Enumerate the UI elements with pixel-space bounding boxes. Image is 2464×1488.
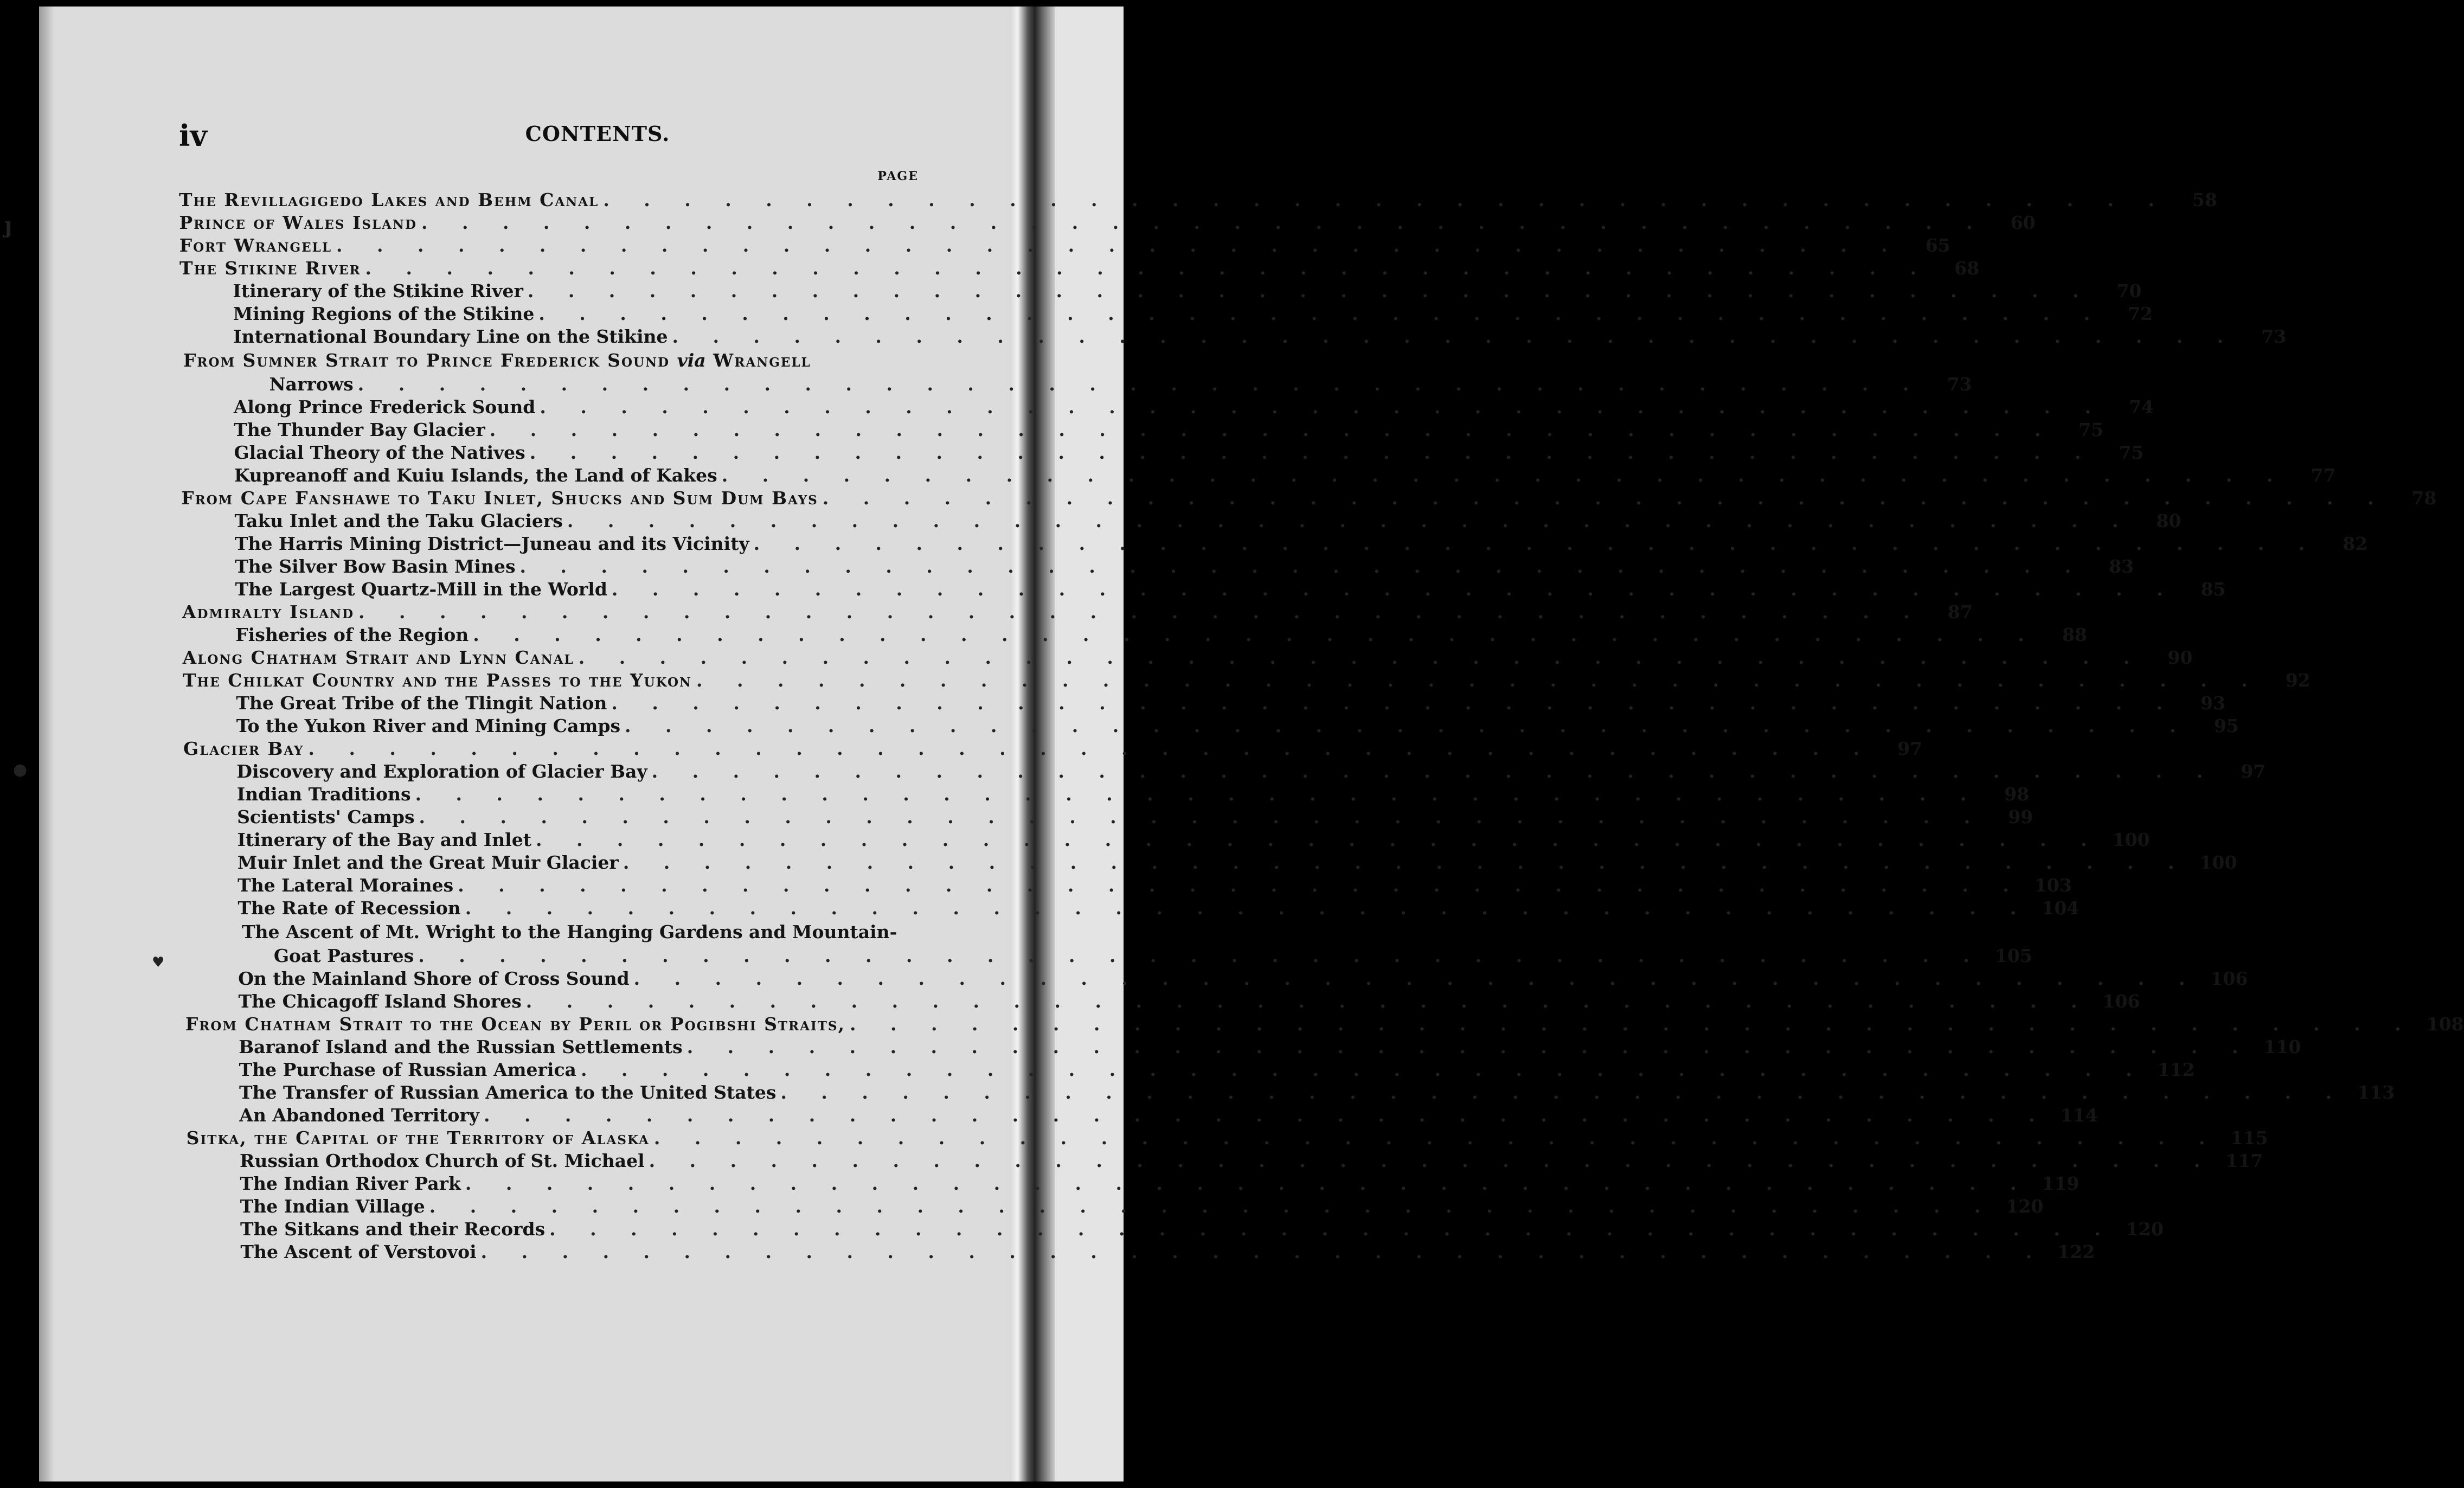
dot-leader: . . . . . . . . . . . . . . . . . . . . . . . . . . . . . . . . . . . . . . .	[465, 1173, 2031, 1194]
dot-leader: . . . . . . . . . . . . . . . . . . . . . . . . . . . . . . . . . . . . . . .	[418, 945, 1984, 966]
toc-entry-title: Discovery and Exploration of Glacier Bay	[236, 761, 647, 782]
dot-leader: . . . . . . . . . . . . . . . . . . . . . . . . . . . . . . . . . . . . . . .	[415, 784, 1981, 805]
toc-page-number: 122	[2057, 1241, 2095, 1262]
toc-entry-title: Itinerary of the Bay and Inlet	[237, 829, 531, 850]
toc-entry-title: The Lateral Moraines	[238, 875, 454, 896]
toc-section-entry	[181, 487, 2437, 510]
toc-subsection-entry	[273, 945, 2032, 967]
toc-subsection-entry	[236, 692, 2226, 715]
toc-section-entry	[186, 1127, 2268, 1150]
dot-leader: . . . . . . . . . . . . . . . . . . . . . . . . . . . . . . . . . . . . . . .	[421, 212, 1987, 233]
dot-leader: . . . . . . . . . . . . . . . . . . . . . . . . . . . . . . . . . . . . . . .	[489, 419, 2055, 440]
toc-entry-title: Prince of Wales Island	[179, 212, 417, 233]
toc-page-number: 73	[2261, 326, 2287, 347]
dot-leader: . . . . . . . . . . . . . . . . . . . . . . . . . . . . . . . . . . . . . . .	[365, 258, 1931, 279]
dot-leader: . . . . . . . . . . . . . . . . . . . . . . . . . . . . . . . . . . . . . . .	[358, 601, 1924, 623]
toc-page-number: 73	[1947, 374, 1972, 395]
toc-subsection-entry	[240, 1218, 2164, 1241]
dot-leader: . . . . . . . . . . . . . . . . . . . . . . . . . . . . . . . . . . . . . . .	[672, 326, 2238, 347]
toc-section-entry	[179, 211, 2036, 234]
toc-entry-title: Along Chatham Strait and Lynn Canal	[182, 647, 574, 668]
toc-subsection-entry	[233, 396, 2154, 419]
toc-section-entry	[179, 189, 2217, 211]
toc-page-number: 98	[2004, 784, 2030, 805]
dot-leader: . . . . . . . . . . . . . . . . . . . . . . . . . . . . . . . . . . . . . . .	[535, 829, 2101, 850]
scanned-page	[4, 7, 2464, 1481]
toc-page-number: 100	[2112, 829, 2150, 850]
toc-entry-title: The Chilkat Country and the Passes to the Yukon	[183, 670, 692, 691]
toc-subsection-entry	[238, 897, 2080, 920]
running-head: CONTENTS.	[525, 121, 670, 146]
toc-subsection-entry	[234, 464, 2336, 487]
toc-page-number: 65	[1925, 235, 1950, 256]
dot-leader: . . . . . . . . . . . . . . . . . . . . . . . . . . . . . . . . . . . . . . .	[623, 852, 2189, 873]
toc-subsection-entry	[234, 510, 2181, 533]
toc-entry-title: Narrows	[269, 374, 354, 395]
dot-leader: . . . . . . . . . . . . . . . . . . . . . . . . . . . . . . . . . . . . . . .	[519, 556, 2086, 577]
toc-page-number: 114	[2060, 1105, 2098, 1126]
page-column-label: PAGE	[877, 169, 919, 183]
dot-leader: . . . . . . . . . . . . . . . . . . . . . . . . . . . . . . . . . . . . . . .	[686, 1036, 2253, 1057]
dot-leader: . . . . . . . . . . . . . . . . . . . . . . . . . . . . . . . . . . . . . . .	[336, 235, 1902, 256]
toc-page-number: 68	[1954, 258, 1980, 279]
toc-entry-title: The Silver Bow Basin Mines	[235, 556, 516, 577]
margin-ink-mark: ȷ	[4, 213, 12, 238]
dot-leader: . . . . . . . . . . . . . . . . . . . . . . . . . . . . . . . . . . . . . . .	[567, 510, 2133, 531]
toc-entry-title: The Indian River Park	[240, 1173, 461, 1194]
toc-page-number: 93	[2200, 692, 2226, 714]
dot-leader: . . . . . . . . . . . . . . . . . . . . . . . . . . . . . . . . . . . . . . .	[721, 465, 2287, 486]
toc-subsection-entry	[235, 555, 2134, 578]
toc-subsection-entry	[240, 1241, 2095, 1263]
dot-leader: . . . . . . . . . . . . . . . . . . . . . . . . . . . . . . . . . . . . . . .	[849, 1014, 2415, 1035]
dot-leader: . . . . . . . . . . . . . . . . . . . . . . . . . . . . . . . . . . . . . . .	[529, 442, 2095, 463]
toc-heading-wrap-line: From Sumner Strait to Prince Frederick Sound via Wrangell	[183, 350, 811, 371]
toc-entry-title: The Transfer of Russian America to the United States	[239, 1082, 777, 1103]
toc-page-number: 103	[2034, 875, 2072, 896]
dot-leader: . . . . . . . . . . . . . . . . . . . . . . . . . . . . . . . . . . . . . . .	[625, 715, 2190, 736]
toc-entry-title: An Abandoned Territory	[239, 1105, 479, 1126]
toc-page-number: 58	[2192, 189, 2217, 210]
toc-section-entry	[182, 601, 1973, 624]
toc-entry-title: Taku Inlet and the Taku Glaciers	[234, 510, 563, 531]
toc-subsection-entry	[235, 578, 2226, 601]
toc-subsection-entry	[233, 325, 2287, 348]
toc-page-number: 104	[2042, 897, 2080, 919]
dot-leader: . . . . . . . . . . . . . . . . . . . . . . . . . . . . . . . . . . . . . . .	[540, 396, 2106, 418]
toc-entry-title: From Cape Fanshawe to Taku Inlet, Shucks and Sum Dum Bays	[181, 488, 818, 509]
toc-page-number: 75	[2078, 419, 2104, 440]
toc-page-number: 108	[2426, 1014, 2464, 1035]
dot-leader: . . . . . . . . . . . . . . . . . . . . . . . . . . . . . . . . . . . . . . .	[357, 374, 1923, 395]
toc-entry-title: The Thunder Bay Glacier	[234, 419, 485, 440]
toc-entry-title: Scientists' Camps	[237, 806, 415, 828]
toc-entry-title: Baranof Island and the Russian Settlements	[239, 1036, 683, 1057]
toc-section-entry	[179, 257, 1980, 280]
toc-subsection-entry	[238, 967, 2248, 990]
toc-subsection-entry	[239, 1081, 2395, 1104]
toc-section-entry	[185, 1013, 2464, 1036]
toc-entry-title: The Chicagoff Island Shores	[238, 991, 522, 1012]
toc-entry-title: Sitka, the Capital of the Territory of Alaska	[186, 1127, 650, 1149]
dot-leader: . . . . . . . . . . . . . . . . . . . . . . . . . . . . . . . . . . . . . . .	[458, 875, 2023, 896]
dot-leader: . . . . . . . . . . . . . . . . . . . . . . . . . . . . . . . . . . . . . . .	[419, 806, 1985, 828]
dot-leader: . . . . . . . . . . . . . . . . . . . . . . . . . . . . . . . . . . . . . . .	[578, 647, 2144, 668]
toc-subsection-entry	[237, 806, 2033, 829]
dot-leader: . . . . . . . . . . . . . . . . . . . . . . . . . . . . . . . . . . . . . . .	[780, 1082, 2346, 1103]
dot-leader: . . . . . . . . . . . . . . . . . . . . . . . . . . . . . . . . . . . . . . .	[527, 280, 2093, 302]
dot-leader: . . . . . . . . . . . . . . . . . . . . . . . . . . . . . . . . . . . . . . .	[429, 1196, 1995, 1217]
toc-entry-title: Mining Regions of the Stikine	[233, 303, 535, 324]
dot-leader: . . . . . . . . . . . . . . . . . . . . . . . . . . . . . . . . . . . . . . .	[611, 579, 2177, 600]
toc-subsection-entry	[237, 851, 2237, 874]
toc-section-entry	[183, 669, 2311, 692]
toc-page-number: 120	[2006, 1196, 2044, 1217]
toc-entry-title: Glacial Theory of the Natives	[234, 442, 525, 463]
toc-subsection-entry	[234, 441, 2144, 464]
dot-leader: . . . . . . . . . . . . . . . . . . . . . . . . . . . . . . . . . . . . . . .	[649, 1150, 2215, 1171]
toc-subsection-entry	[236, 715, 2239, 737]
toc-page-number: 110	[2263, 1036, 2301, 1057]
toc-section-entry	[183, 737, 1923, 760]
dot-leader: . . . . . . . . . . . . . . . . . . . . . . . . . . . . . . . . . . . . . . .	[696, 670, 2262, 691]
toc-entry-title: From Chatham Strait to the Ocean by Peril or Pogibshi Straits,	[185, 1014, 845, 1035]
toc-page-number: 117	[2225, 1150, 2263, 1171]
toc-entry-title: The Stikine River	[179, 258, 361, 279]
toc-page-number: 97	[1897, 738, 1923, 759]
margin-ink-mark: ●	[13, 760, 28, 779]
toc-entry-title: The Sitkans and their Records	[240, 1218, 546, 1240]
toc-entry-title: Along Prince Frederick Sound	[233, 396, 536, 418]
toc-page-number: 95	[2213, 715, 2239, 736]
toc-page-number: 100	[2199, 852, 2237, 873]
toc-subsection-entry	[240, 1195, 2044, 1218]
toc-entry-title: The Revillagigedo Lakes and Behm Canal	[179, 189, 599, 210]
toc-entry-title: The Great Tribe of the Tlingit Nation	[236, 692, 607, 714]
toc-page-number: 97	[2241, 761, 2266, 782]
toc-page-number: 99	[2008, 806, 2033, 828]
toc-subsection-entry	[240, 1150, 2263, 1172]
toc-page-number: 106	[2210, 968, 2248, 989]
toc-subsection-entry	[237, 829, 2150, 851]
toc-entry-title: To the Yukon River and Mining Camps	[236, 715, 621, 736]
toc-page-number: 120	[2126, 1218, 2164, 1240]
toc-page-number: 112	[2157, 1059, 2195, 1080]
toc-subsection-entry	[236, 783, 2030, 806]
toc-page-number: 88	[2062, 624, 2087, 645]
toc-entry-title: Glacier Bay	[183, 738, 304, 759]
toc-entry-title: Admiralty Island	[182, 601, 355, 623]
page-folio: iv	[179, 118, 207, 153]
toc-section-entry	[182, 646, 2193, 669]
dot-leader: . . . . . . . . . . . . . . . . . . . . . . . . . . . . . . . . . . . . . . .	[753, 533, 2319, 554]
toc-page-number: 60	[2010, 212, 2036, 233]
toc-entry-title: Indian Traditions	[236, 784, 411, 805]
toc-entry-title: Itinerary of the Stikine River	[233, 280, 523, 302]
toc-page-number: 87	[1947, 601, 1973, 623]
toc-subsection-entry	[239, 1036, 2301, 1059]
dot-leader: . . . . . . . . . . . . . . . . . . . . . . . . . . . . . . . . . . . . . . .	[580, 1059, 2146, 1080]
toc-entry-title: Fort Wrangell	[179, 235, 332, 256]
toc-page-number: 83	[2109, 556, 2134, 577]
toc-page-number: 90	[2167, 647, 2193, 668]
toc-subsection-entry	[240, 1172, 2080, 1195]
toc-entry-title: The Ascent of Verstovoi	[240, 1241, 477, 1262]
toc-subsection-entry	[239, 1059, 2195, 1081]
toc-page-number: 80	[2156, 510, 2181, 531]
toc-entry-title: The Largest Quartz-Mill in the World	[235, 579, 607, 600]
margin-ink-mark: ♥	[152, 954, 165, 971]
dot-leader: . . . . . . . . . . . . . . . . . . . . . . . . . . . . . . . . . . . . . . .	[611, 692, 2177, 714]
toc-entry-title: The Purchase of Russian America	[239, 1059, 576, 1080]
toc-page-number: 70	[2116, 280, 2142, 302]
dot-leader: . . . . . . . . . . . . . . . . . . . . . . . . . . . . . . . . . . . . . . .	[480, 1241, 2046, 1262]
toc-page-number: 82	[2343, 533, 2368, 554]
toc-page-number: 75	[2119, 442, 2144, 463]
dot-leader: . . . . . . . . . . . . . . . . . . . . . . . . . . . . . . . . . . . . . . .	[473, 624, 2038, 645]
toc-page-number: 115	[2230, 1127, 2268, 1149]
dot-leader: . . . . . . . . . . . . . . . . . . . . . . . . . . . . . . . . . . . . . . .	[653, 1127, 2219, 1149]
toc-entry-title: International Boundary Line on the Stikine	[233, 326, 668, 347]
toc-entry-title: Fisheries of the Region	[235, 624, 469, 645]
toc-entry-title: On the Mainland Shore of Cross Sound	[238, 968, 630, 989]
toc-entry-title: Muir Inlet and the Great Muir Glacier	[237, 852, 619, 873]
dot-leader: . . . . . . . . . . . . . . . . . . . . . . . . . . . . . . . . . . . . . . .	[549, 1218, 2115, 1240]
toc-entry-title: The Harris Mining District—Juneau and its Vicinity	[234, 533, 749, 554]
toc-page-number: 113	[2357, 1082, 2395, 1103]
toc-page-number: 85	[2200, 579, 2226, 600]
toc-subsection-entry	[234, 533, 2368, 555]
toc-subsection-entry	[239, 1104, 2098, 1127]
dot-leader: . . . . . . . . . . . . . . . . . . . . . . . . . . . . . . . . . . . . . . .	[483, 1105, 2049, 1126]
toc-entry-title: Russian Orthodox Church of St. Michael	[240, 1150, 645, 1171]
dot-leader: . . . . . . . . . . . . . . . . . . . . . . . . . . . . . . . . . . . . . . .	[651, 761, 2217, 782]
toc-subsection-entry	[233, 303, 2153, 325]
toc-subsection-entry	[235, 624, 2087, 646]
toc-page-number: 105	[1995, 945, 2032, 966]
toc-subsection-entry	[238, 874, 2072, 897]
dot-leader: . . . . . . . . . . . . . . . . . . . . . . . . . . . . . . . . . . . . . . .	[603, 189, 2168, 210]
toc-subsection-entry	[234, 419, 2104, 441]
toc-entry-title: Goat Pastures	[273, 945, 414, 966]
toc-subsection-entry	[269, 373, 1972, 396]
toc-page-number: 77	[2311, 465, 2336, 486]
dot-leader: . . . . . . . . . . . . . . . . . . . . . . . . . . . . . . . . . . . . . . .	[822, 488, 2388, 509]
dot-leader: . . . . . . . . . . . . . . . . . . . . . . . . . . . . . . . . . . . . . . .	[465, 897, 2031, 919]
dot-leader: . . . . . . . . . . . . . . . . . . . . . . . . . . . . . . . . . . . . . . .	[525, 991, 2091, 1012]
toc-entry-title: Kupreanoff and Kuiu Islands, the Land of Kakes	[234, 465, 717, 486]
toc-entry-title: The Rate of Recession	[238, 897, 461, 919]
toc-subsection-entry	[238, 990, 2140, 1013]
toc-entry-title: The Indian Village	[240, 1196, 425, 1217]
dot-leader: . . . . . . . . . . . . . . . . . . . . . . . . . . . . . . . . . . . . . . .	[633, 968, 2199, 989]
toc-page-number: 72	[2128, 303, 2153, 324]
dot-leader: . . . . . . . . . . . . . . . . . . . . . . . . . . . . . . . . . . . . . . .	[538, 303, 2104, 324]
toc-page-number: 119	[2042, 1173, 2080, 1194]
toc-entry-wrap-line: The Ascent of Mt. Wright to the Hanging Gardens and Mountain-	[242, 921, 897, 942]
toc-subsection-entry	[233, 280, 2142, 303]
dot-leader: . . . . . . . . . . . . . . . . . . . . . . . . . . . . . . . . . . . . . . .	[308, 738, 1874, 759]
toc-page-number: 106	[2102, 991, 2140, 1012]
toc-page-number: 78	[2411, 488, 2437, 509]
toc-subsection-entry	[236, 760, 2266, 783]
toc-section-entry	[179, 234, 1950, 257]
toc-page-number: 92	[2285, 670, 2311, 691]
toc-page-number: 74	[2129, 396, 2154, 418]
toc-list	[39, 7, 2464, 1481]
